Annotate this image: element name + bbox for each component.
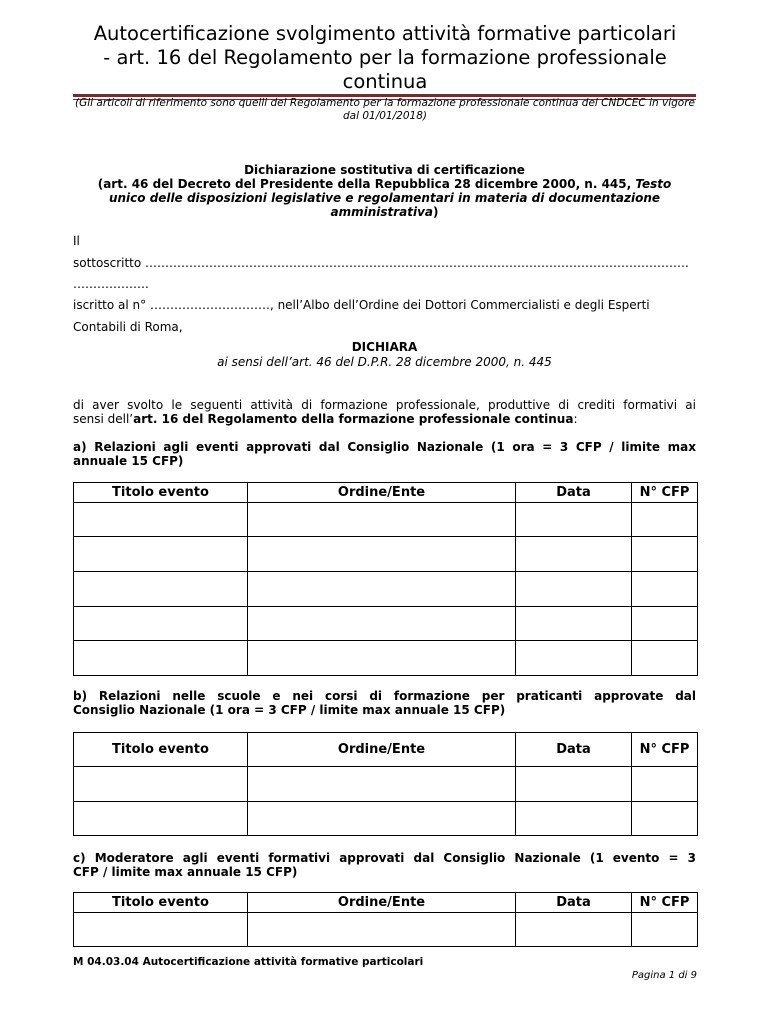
- cell-ordine[interactable]: [248, 767, 516, 802]
- cell-data[interactable]: [516, 503, 632, 537]
- section-c-line-2: CFP / limite max annuale 15 CFP): [73, 865, 298, 879]
- cell-data[interactable]: [516, 802, 632, 836]
- cell-titolo[interactable]: [74, 767, 248, 802]
- intro-line-1: di aver svolto le seguenti attività di formazione professionale, produttive di crediti formativi ai: [73, 398, 696, 412]
- declaration-heading: Dichiarazione sostitutiva di certificazione: [244, 163, 525, 177]
- col-n-cfp: N° CFP: [632, 733, 698, 767]
- cell-cfp[interactable]: [632, 641, 698, 676]
- table-row: [74, 537, 698, 572]
- declaration-line-1-plain: (art. 46 del Decreto del Presidente della Repubblica 28 dicembre 2000, n. 445,: [97, 177, 636, 191]
- col-ordine-ente: Ordine/Ente: [248, 483, 516, 503]
- cell-data[interactable]: [516, 572, 632, 607]
- reference-note-line-1: (Gli articoli di riferimento sono quelli del Regolamento per la formazione professionale continua del CNDCEC in vigore: [75, 97, 695, 109]
- cell-cfp[interactable]: [632, 503, 698, 537]
- cell-titolo[interactable]: [74, 641, 248, 676]
- cell-data[interactable]: [516, 607, 632, 641]
- cell-ordine[interactable]: [248, 913, 516, 947]
- field-contabili: Contabili di Roma,: [73, 320, 183, 334]
- col-ordine-ente: Ordine/Ente: [248, 733, 516, 767]
- field-sottoscritto[interactable]: sottoscritto ……………………………………………………………………………………………………………………….: [73, 256, 689, 270]
- col-n-cfp: N° CFP: [632, 893, 698, 913]
- declaration-line-3: [73, 205, 696, 219]
- cell-titolo[interactable]: [74, 503, 248, 537]
- cell-data[interactable]: [516, 641, 632, 676]
- cell-cfp[interactable]: [632, 913, 698, 947]
- declaration-line-1-italic: Testo: [635, 177, 672, 191]
- declaration-line-3-italic: amministrativa: [330, 205, 434, 219]
- table-c-header-row: [74, 893, 698, 913]
- cell-titolo[interactable]: [74, 537, 248, 572]
- col-data: Data: [516, 483, 632, 503]
- cell-data[interactable]: [516, 767, 632, 802]
- col-titolo-evento: Titolo evento: [74, 733, 248, 767]
- table-row: [74, 607, 698, 641]
- cell-cfp[interactable]: [632, 767, 698, 802]
- section-b-line-1: b) Relazioni nelle scuole e nei corsi di formazione per praticanti approvate dal: [73, 689, 696, 703]
- col-data: Data: [516, 893, 632, 913]
- cell-data[interactable]: [516, 537, 632, 572]
- field-il: Il: [73, 234, 80, 248]
- footer-document-code: M 04.03.04 Autocertificazione attività formative particolari: [73, 956, 424, 968]
- intro-line-2-bold: art. 16 del Regolamento della formazione professionale continua: [133, 412, 574, 426]
- declaration-line-2-italic: unico delle disposizioni legislative e regolamentari in materia di documentazione: [108, 191, 661, 205]
- cell-titolo[interactable]: [74, 913, 248, 947]
- col-data: Data: [516, 733, 632, 767]
- title-line-2: - art. 16 del Regolamento per la formazione professionale: [103, 46, 667, 69]
- intro-line-2-tail: :: [573, 412, 578, 426]
- cell-ordine[interactable]: [248, 537, 516, 572]
- section-a-line-2: annuale 15 CFP): [73, 454, 184, 468]
- table-row: [74, 572, 698, 607]
- table-row: [74, 802, 698, 836]
- cell-cfp[interactable]: [632, 537, 698, 572]
- reference-note-line-2: dal 01/01/2018): [343, 109, 427, 122]
- table-row: [74, 913, 698, 947]
- field-sottoscritto-dots[interactable]: ……………….: [73, 277, 149, 291]
- cell-titolo[interactable]: [74, 572, 248, 607]
- section-c-line-1: c) Moderatore agli eventi formativi approvati dal Consiglio Nazionale (1 evento = 3: [73, 851, 696, 865]
- reference-note: [40, 97, 730, 122]
- table-section-a: [73, 482, 698, 676]
- table-row: [74, 503, 698, 537]
- title-line-3: continua: [342, 70, 428, 93]
- declaration-heading-block: [73, 163, 696, 219]
- col-n-cfp: N° CFP: [632, 483, 698, 503]
- intro-line-2-plain: sensi dell’: [73, 412, 134, 426]
- table-section-b: [73, 732, 698, 836]
- cell-titolo[interactable]: [74, 802, 248, 836]
- cell-ordine[interactable]: [248, 572, 516, 607]
- section-a-line-1: a) Relazioni agli eventi approvati dal Consiglio Nazionale (1 ora = 3 CFP / limite max: [73, 440, 696, 454]
- col-titolo-evento: Titolo evento: [74, 893, 248, 913]
- col-ordine-ente: Ordine/Ente: [248, 893, 516, 913]
- cell-titolo[interactable]: [74, 607, 248, 641]
- declaration-line-3-tail: ): [433, 205, 439, 219]
- table-row: [74, 767, 698, 802]
- cell-ordine[interactable]: [248, 503, 516, 537]
- cell-cfp[interactable]: [632, 607, 698, 641]
- dichiara-heading: DICHIARA: [351, 340, 418, 354]
- col-titolo-evento: Titolo evento: [74, 483, 248, 503]
- cell-cfp[interactable]: [632, 572, 698, 607]
- table-section-c: [73, 892, 698, 947]
- declaration-line-2: [73, 191, 696, 205]
- cell-ordine[interactable]: [248, 641, 516, 676]
- title-line-1: Autocertificazione svolgimento attività formative particolari: [93, 22, 677, 45]
- section-b-line-2: Consiglio Nazionale (1 ora = 3 CFP / limite max annuale 15 CFP): [73, 703, 506, 717]
- cell-ordine[interactable]: [248, 607, 516, 641]
- table-a-header-row: [74, 483, 698, 503]
- declaration-line-1: [73, 177, 696, 191]
- cell-data[interactable]: [516, 913, 632, 947]
- ai-sensi-line: ai sensi dell’art. 46 del D.P.R. 28 dicembre 2000, n. 445: [217, 355, 552, 369]
- field-iscritto[interactable]: iscritto al n° …………………………, nell’Albo dell’Ordine dei Dottori Commercialisti e degli Esperti: [73, 298, 650, 312]
- table-b-header-row: [74, 733, 698, 767]
- intro-line-2: [73, 412, 696, 426]
- table-row: [74, 641, 698, 676]
- document-title: [40, 22, 730, 94]
- footer-page-number: Pagina 1 di 9: [631, 970, 697, 981]
- cell-ordine[interactable]: [248, 802, 516, 836]
- cell-cfp[interactable]: [632, 802, 698, 836]
